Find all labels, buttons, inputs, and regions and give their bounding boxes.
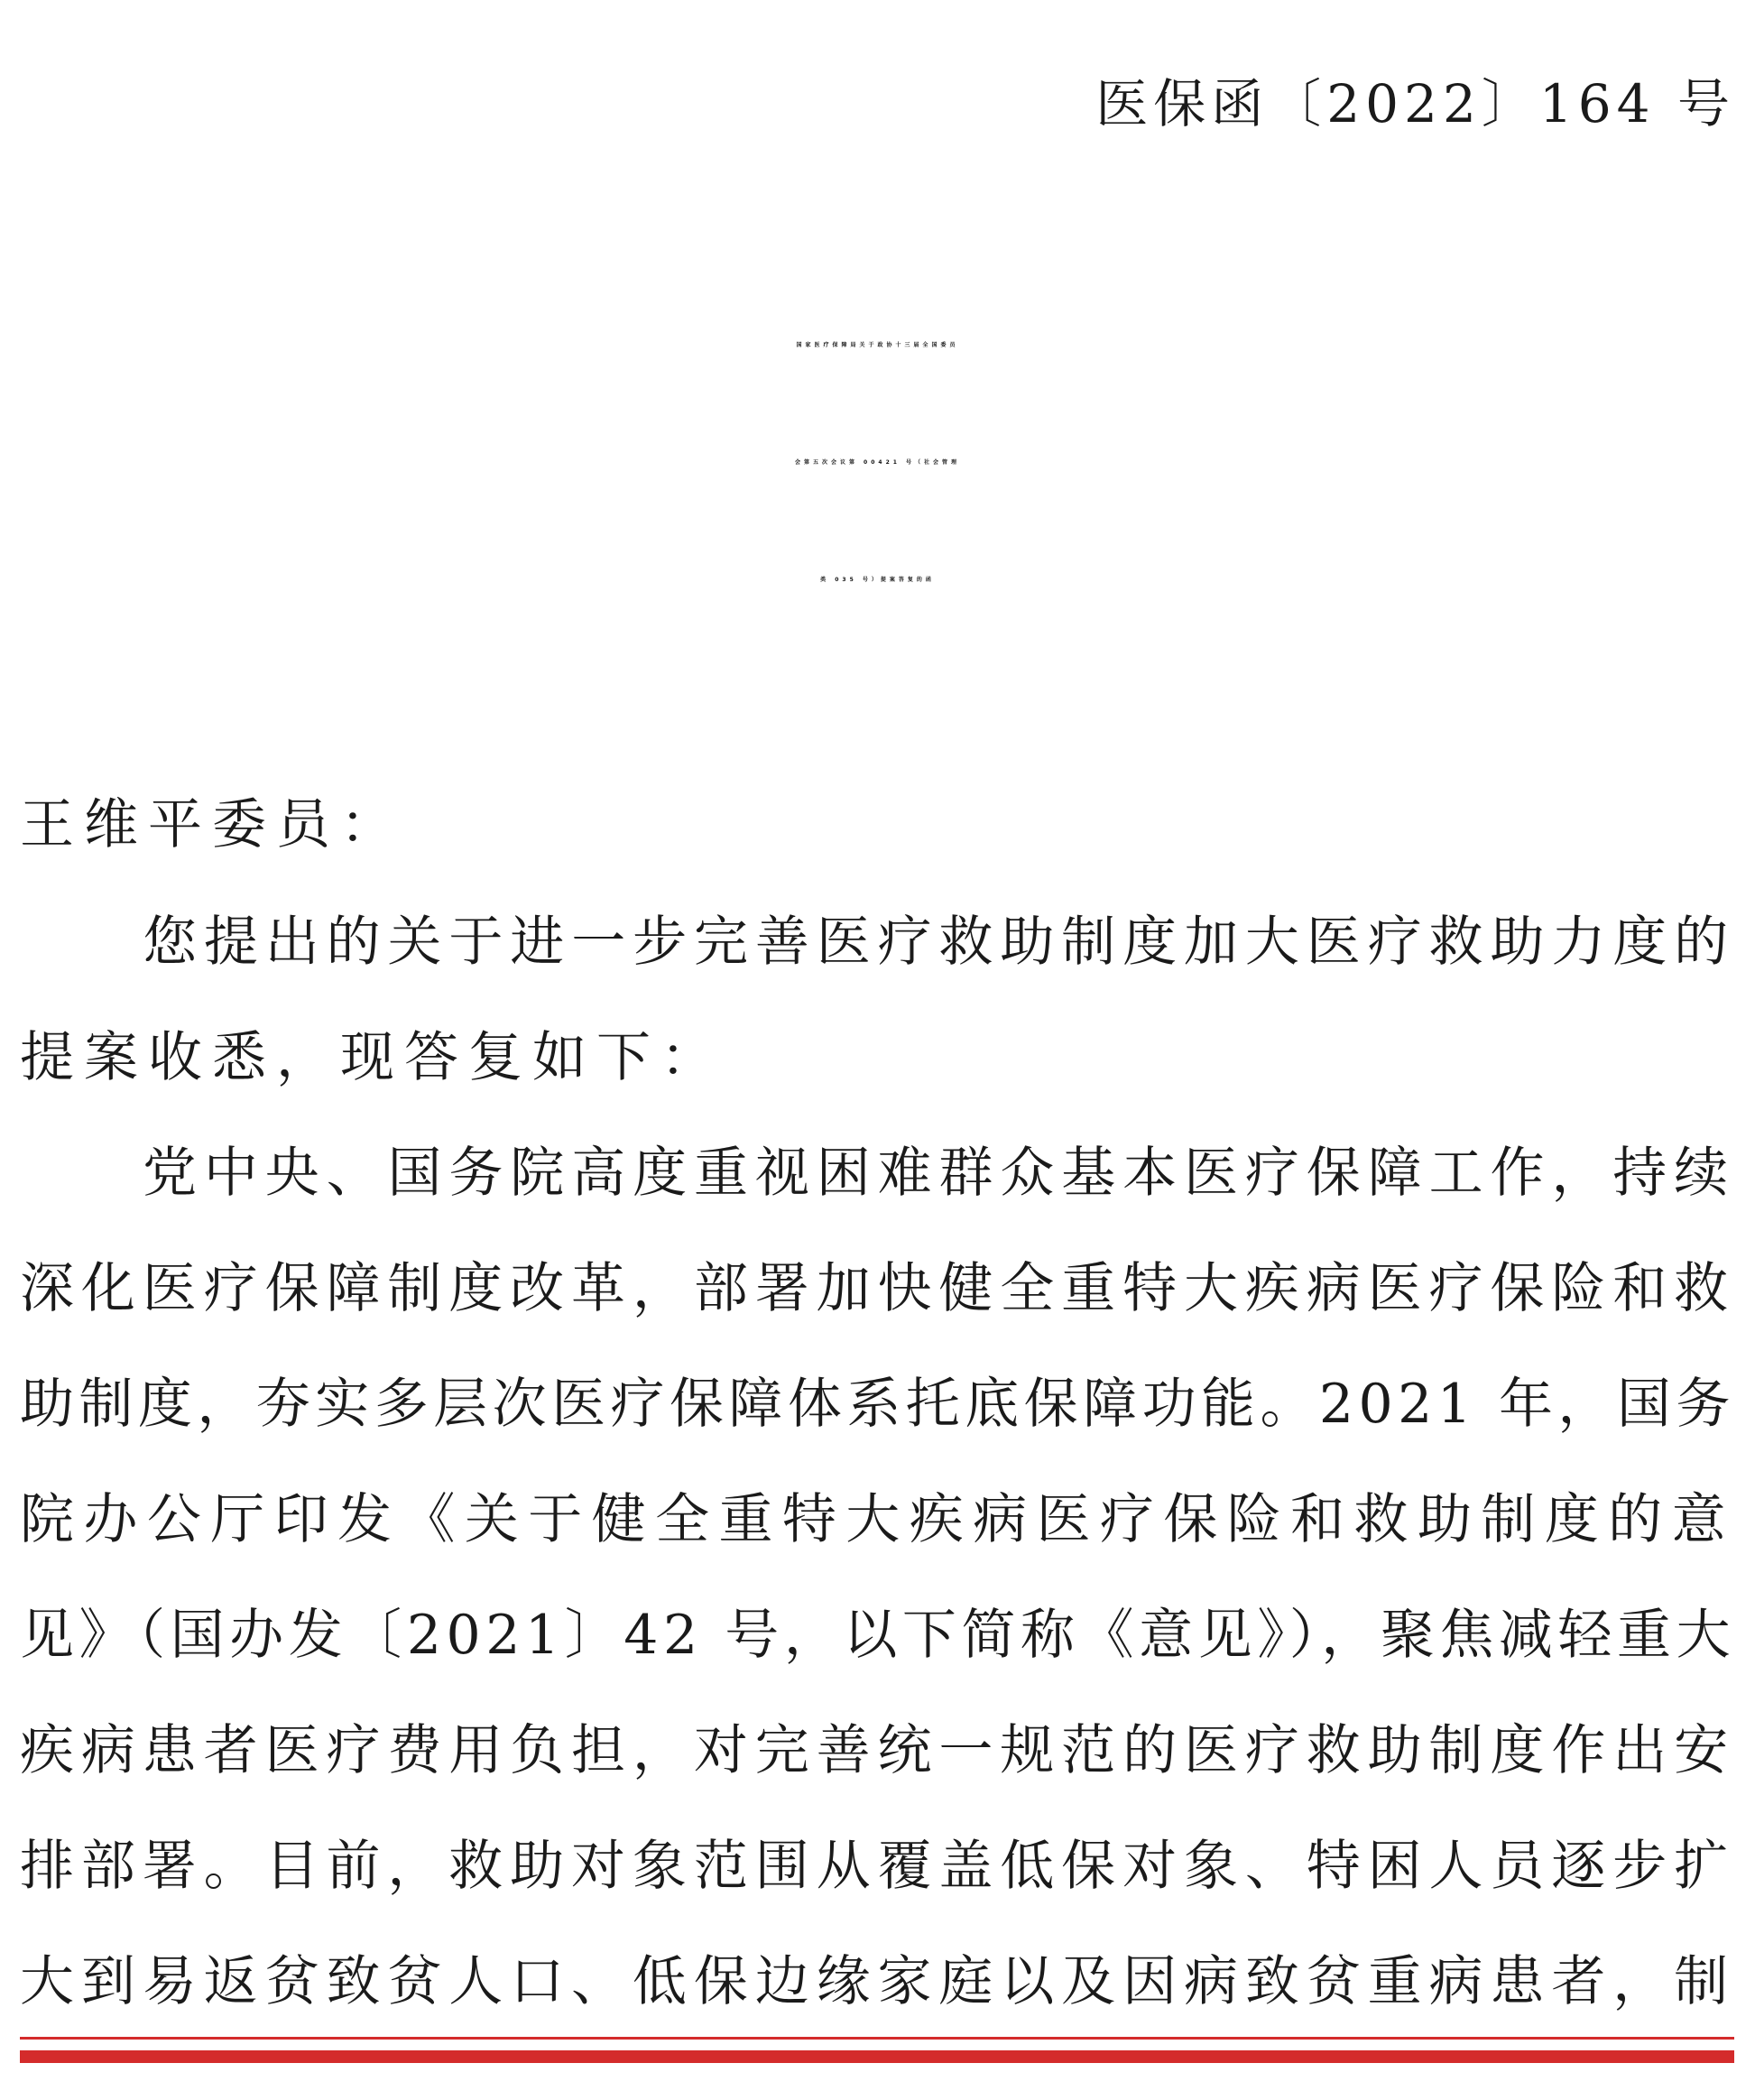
body-line-10: 大到易返贫致贫人口、低保边缘家庭以及因病致贫重病患者，制 — [20, 1950, 1735, 2013]
body-line-7: 见》（国办发〔2021〕42 号，以下简称《意见》），聚焦减轻重大 — [20, 1604, 1736, 1667]
body-line-1: 您提出的关于进一步完善医疗救助制度加大医疗救助力度的 — [143, 911, 1735, 974]
body-line-5: 助制度，夯实多层次医疗保障体系托底保障功能。2021 年，国务 — [20, 1373, 1735, 1436]
body-line-4: 深化医疗保障制度改革，部署加快健全重特大疾病医疗保险和救 — [20, 1257, 1735, 1320]
title-line-2: 会第五次会议第 00421 号（社会管理 — [794, 459, 961, 466]
body-line-9: 排部署。目前，救助对象范围从覆盖低保对象、特困人员逐步扩 — [20, 1835, 1735, 1898]
body-line-8: 疾病患者医疗费用负担，对完善统一规范的医疗救助制度作出安 — [20, 1719, 1735, 1782]
body-line-2: 提案收悉，现答复如下： — [20, 1026, 725, 1089]
document-title — [0, 287, 1755, 639]
title-line-1: 国家医疗保障局关于政协十三届全国委员 — [796, 342, 959, 348]
body-line-6: 院办公厅印发《关于健全重特大疾病医疗保险和救助制度的意 — [20, 1488, 1735, 1551]
salutation: 王维平委员： — [20, 793, 404, 856]
footer-rule-thick — [20, 2050, 1734, 2063]
footer-rule-thin — [20, 2037, 1734, 2040]
title-line-3: 类 035 号）提案答复的函 — [820, 577, 935, 583]
body-line-3: 党中央、国务院高度重视困难群众基本医疗保障工作，持续 — [143, 1142, 1735, 1205]
document-number: 医保函〔2022〕164 号 — [1095, 73, 1735, 134]
